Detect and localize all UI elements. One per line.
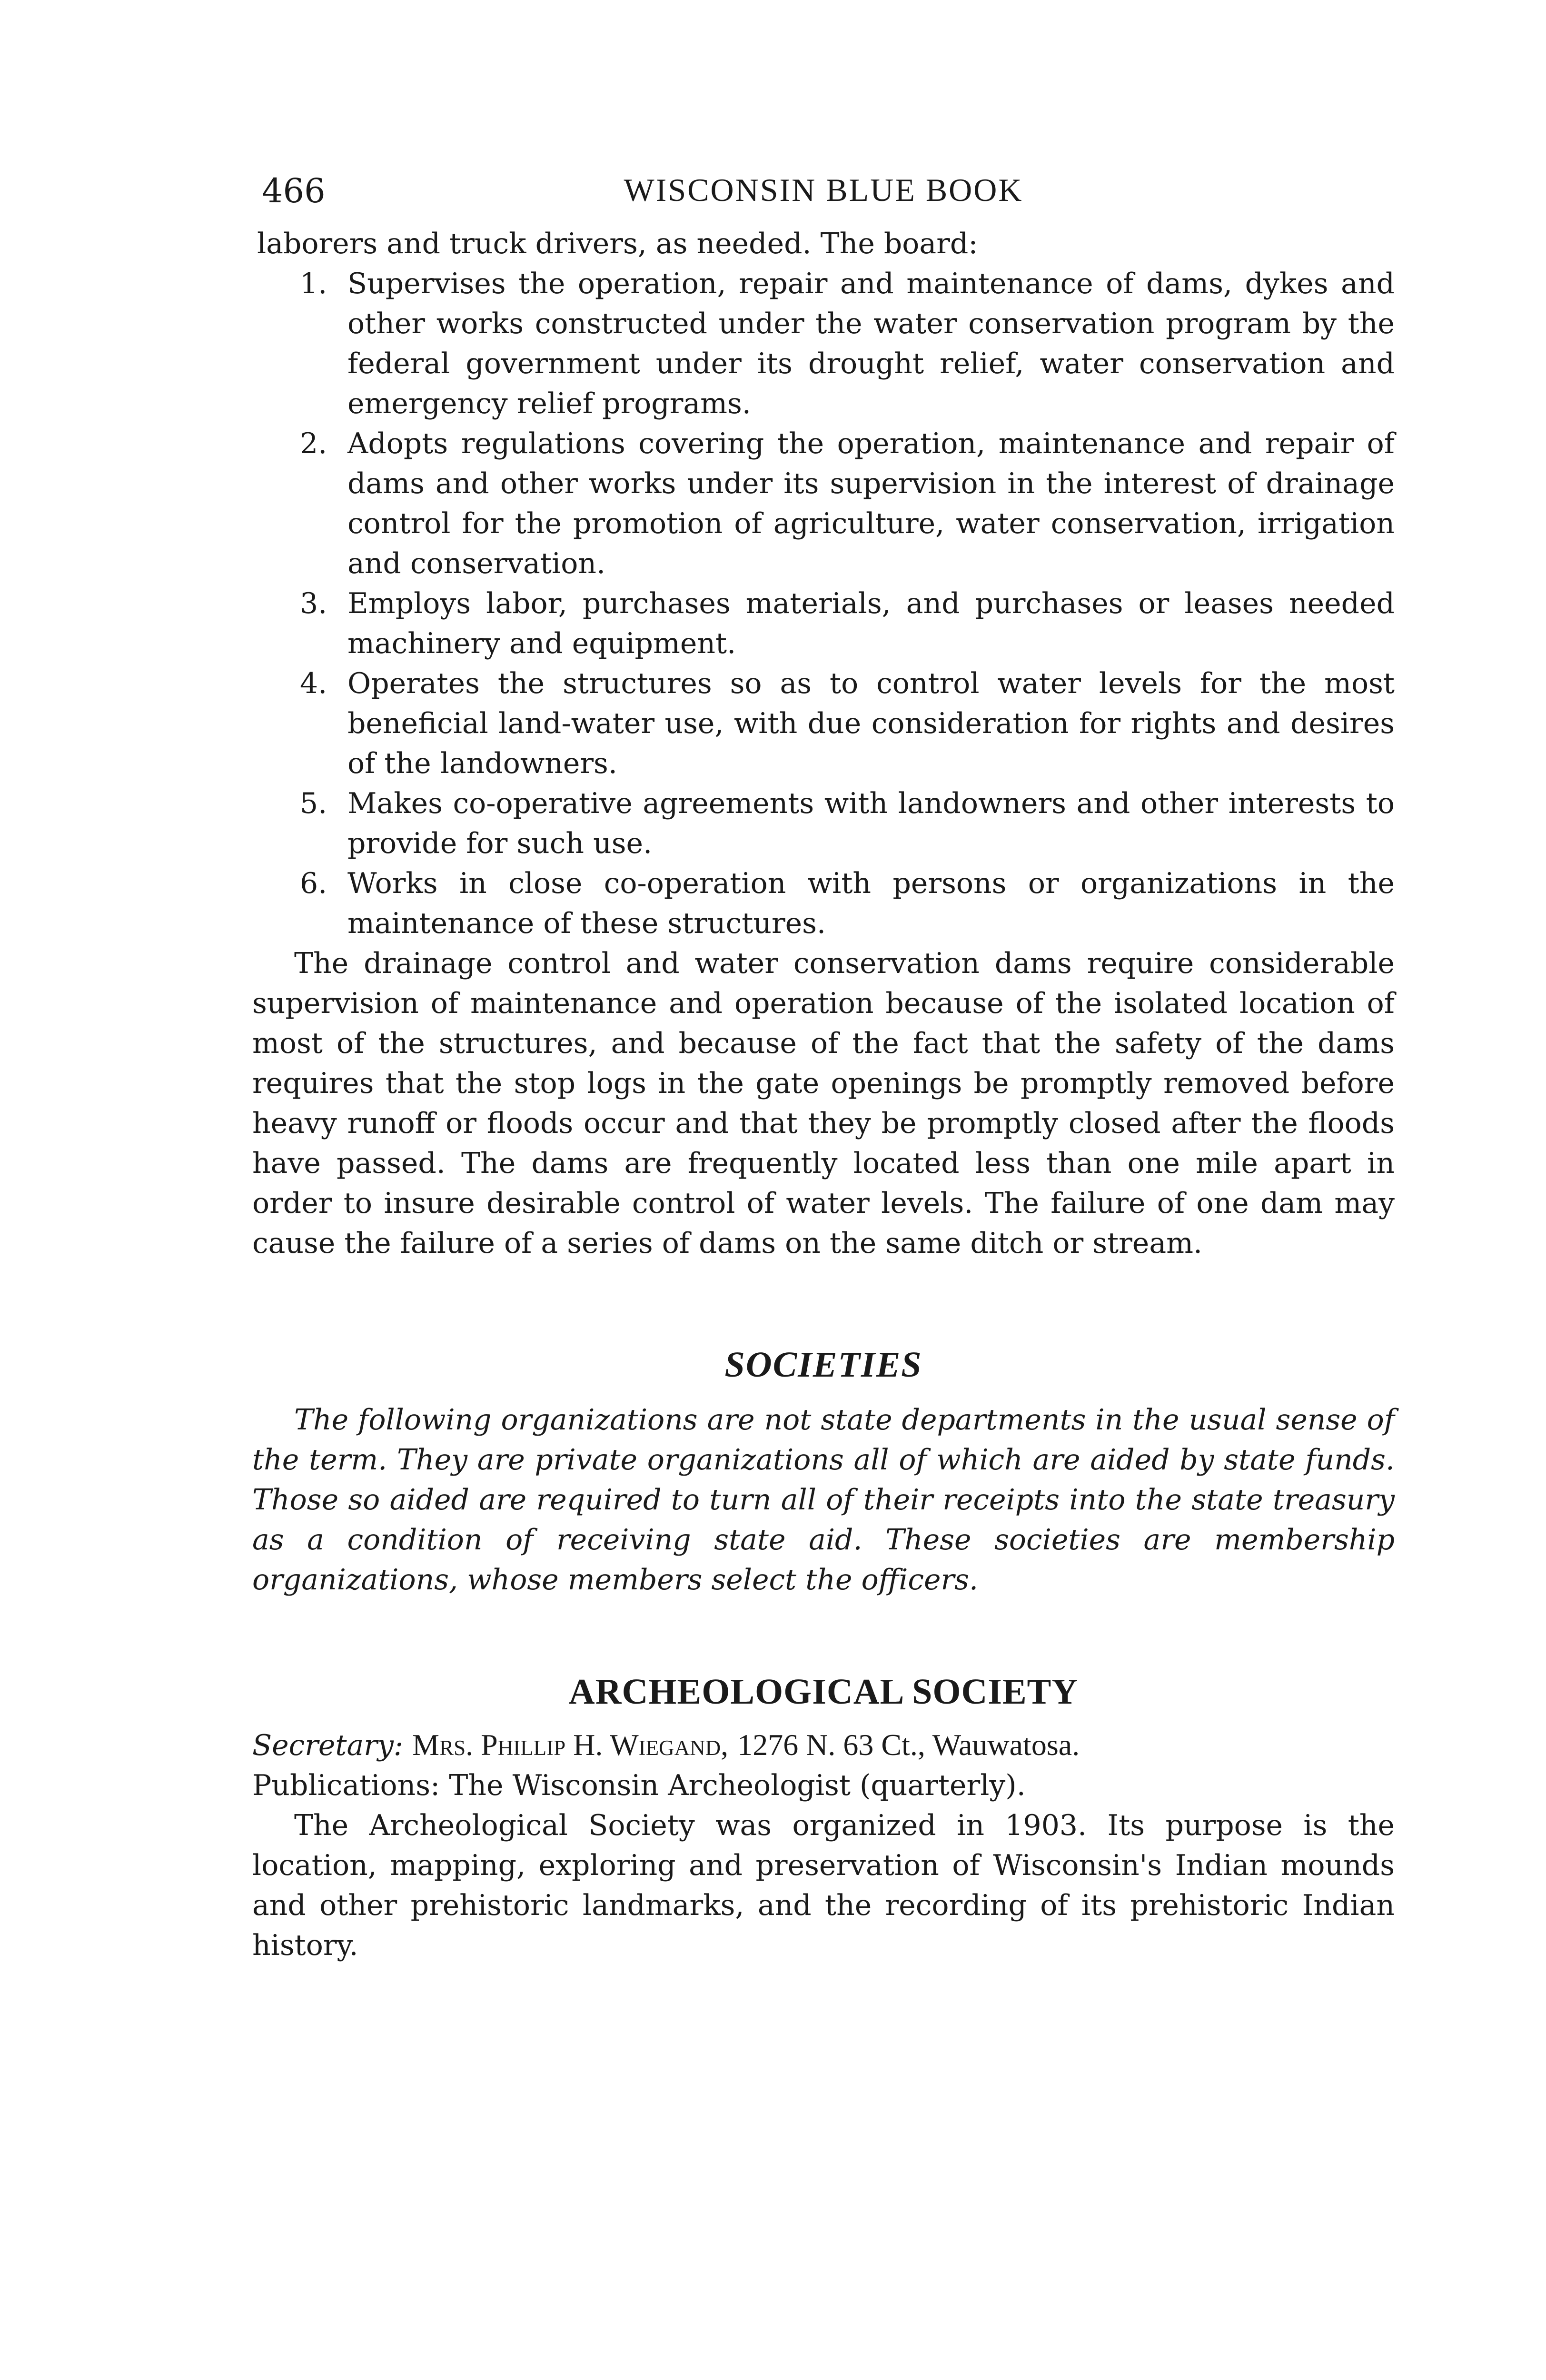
list-item-number: 2. xyxy=(300,427,327,460)
list-item-text: Employs labor, purchases materials, and purchases or leases needed machinery and equipment. xyxy=(347,587,1395,660)
board-lead-sentence: laborers and truck drivers, as needed. The board: xyxy=(257,227,978,260)
list-item xyxy=(252,783,1395,863)
secretary-name: Mrs. Phillip H. Wiegand, xyxy=(412,1728,729,1762)
page-number: 466 xyxy=(262,171,326,210)
list-item xyxy=(252,863,1395,943)
list-item-number: 1. xyxy=(300,267,327,300)
list-item-text: Adopts regulations covering the operation, maintenance and repair of dams and other works under its supervision in the interest of drainage control for the promotion of agriculture, water conservation, irrigation and conservation. xyxy=(347,427,1395,580)
archeological-description: The Archeological Society was organized in 1903. Its purpose is the location, mapping, exploring and preservation of Wisconsin's Indian mounds and other prehistoric landmarks, and the recording of its prehistoric Indian history. xyxy=(252,1809,1395,1962)
list-item-text: Supervises the operation, repair and maintenance of dams, dykes and other works constructed under the water conservation program by the federal government under its drought relief, water conservation and emergency relief programs. xyxy=(347,267,1395,420)
list-item-number: 5. xyxy=(300,787,327,820)
societies-heading: SOCIETIES xyxy=(724,1345,922,1385)
list-item-number: 3. xyxy=(300,587,327,620)
societies-intro: The following organizations are not state departments in the usual sense of the term. They are private organizations all of which are aided by state funds. Those so aided are required to turn all of their receipts into the state treasury as a condition of receiving state aid. These societies are membership organizations, whose members select the officers. xyxy=(252,1403,1395,1597)
list-item xyxy=(252,264,1395,424)
list-item-text: Works in close co-operation with persons or organizations in the maintenance of these structures. xyxy=(347,867,1395,940)
list-item-number: 6. xyxy=(300,867,327,900)
board-duties-list xyxy=(252,264,1395,943)
archeological-society-heading: ARCHEOLOGICAL SOCIETY xyxy=(568,1672,1079,1712)
document-page xyxy=(252,171,1395,1965)
running-title: WISCONSIN BLUE BOOK xyxy=(624,172,1023,208)
list-item-text: Operates the structures so as to control water levels for the most beneficial land-water use, with due consideration for rights and desires of the landowners. xyxy=(347,667,1395,780)
list-item xyxy=(252,424,1395,584)
list-item xyxy=(252,584,1395,664)
secretary-label: Secretary: xyxy=(252,1729,404,1762)
list-item-text: Makes co-operative agreements with landowners and other interests to provide for such use. xyxy=(347,787,1395,860)
list-item-number: 4. xyxy=(300,667,327,700)
secretary-line xyxy=(252,1725,1395,1765)
running-header xyxy=(252,171,1395,224)
list-item xyxy=(252,664,1395,783)
secretary-address: 1276 N. 63 Ct., Wauwatosa. xyxy=(737,1728,1080,1762)
publications-line: Publications: The Wisconsin Archeologist (quarterly). xyxy=(252,1769,1026,1802)
drainage-paragraph: The drainage control and water conservation dams require considerable supervision of maintenance and operation because of the isolated location of most of the structures, and because of the fact that the safety of the dams requires that the stop logs in the gate openings be promptly removed before heavy runoff or floods occur and that they be promptly closed after the floods have passed. The dams are frequently located less than one mile apart in order to insure desirable control of water levels. The failure of one dam may cause the failure of a series of dams on the same ditch or stream. xyxy=(252,947,1395,1260)
